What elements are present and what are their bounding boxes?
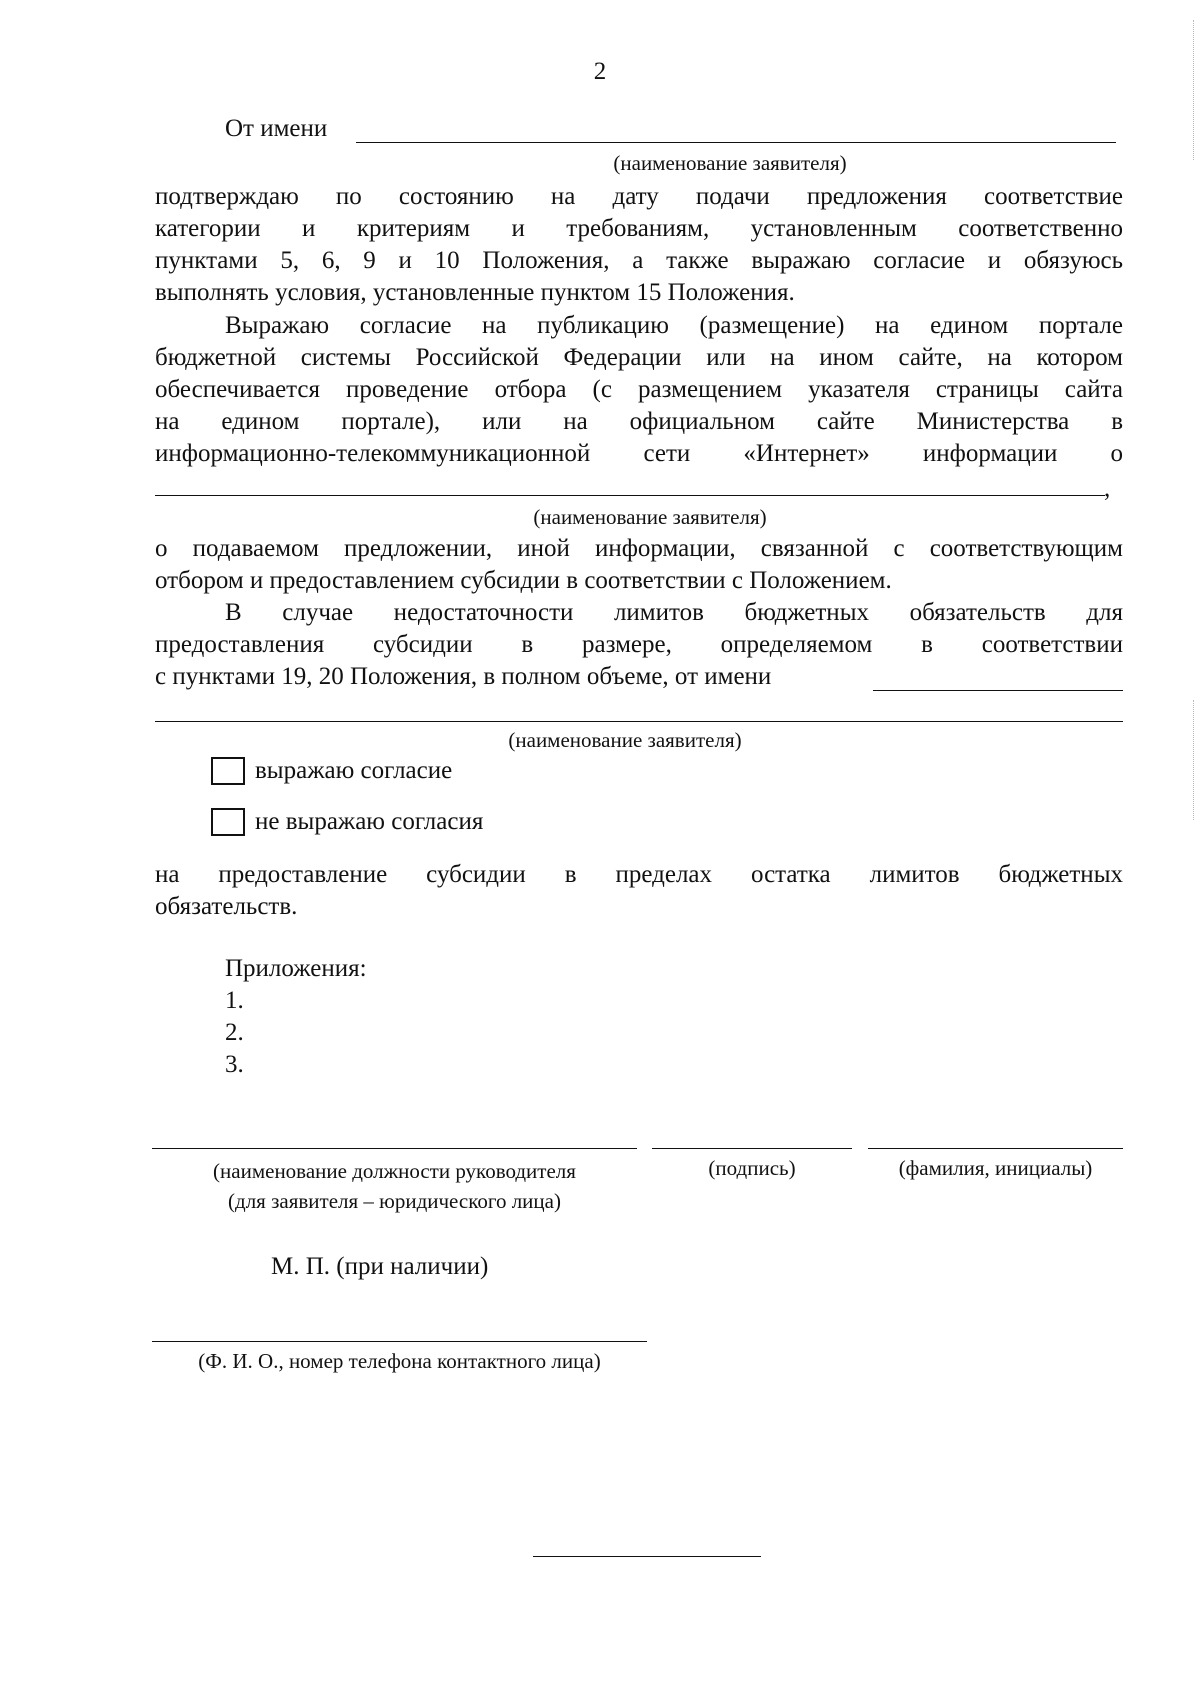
attachment-item: 2.	[225, 1019, 244, 1046]
para2-line: информационно-телекоммуникационной сети «Интернет» информации о	[155, 440, 1123, 467]
applicant-name-caption: (наименование заявителя)	[613, 151, 847, 175]
para3-line: о подаваемом предложении, иной информации, связанной с соответствующим	[155, 535, 1123, 562]
seal-label: М. П. (при наличии)	[271, 1253, 489, 1280]
para5-line: на предоставление субсидии в пределах остатка лимитов бюджетных	[155, 861, 1123, 888]
signature-field[interactable]	[652, 1148, 852, 1149]
para4-line: предоставления субсидии в размере, определяемом в соответствии	[155, 631, 1123, 658]
attachment-item: 3.	[225, 1051, 244, 1078]
para2-line: Выражаю согласие на публикацию (размещение) на едином портале	[225, 312, 1123, 339]
para1-line: выполнять условия, установленные пунктом 15 Положения.	[155, 279, 795, 306]
scan-edge-mark	[1189, 700, 1194, 820]
position-caption-line2: (для заявителя – юридического лица)	[228, 1189, 561, 1213]
para2-line: бюджетной системы Российской Федерации или на ином сайте, на котором	[155, 344, 1123, 371]
applicant-name-field-2[interactable]	[155, 495, 1105, 496]
from-name-label: От имени	[225, 115, 328, 142]
applicant-name-field-3a[interactable]	[873, 690, 1123, 691]
no-consent-checkbox-label: не выражаю согласия	[255, 808, 484, 835]
contact-caption: (Ф. И. О., номер телефона контактного лица)	[198, 1349, 601, 1373]
name-initials-field[interactable]	[868, 1148, 1123, 1149]
signature-caption: (подпись)	[708, 1156, 796, 1180]
attachment-item: 1.	[225, 987, 244, 1014]
para4-line: с пунктами 19, 20 Положения, в полном объеме, от имени	[155, 663, 772, 690]
para1-line: категории и критериям и требованиям, установленным соответственно	[155, 215, 1123, 242]
contact-field[interactable]	[152, 1341, 647, 1342]
applicant-name-field[interactable]	[356, 142, 1116, 143]
position-field[interactable]	[152, 1148, 637, 1149]
no-consent-checkbox[interactable]	[211, 808, 245, 836]
consent-checkbox[interactable]	[211, 757, 245, 785]
scan-edge-mark	[1189, 20, 1194, 160]
attachments-label: Приложения:	[225, 955, 367, 982]
consent-checkbox-label: выражаю согласие	[255, 757, 453, 784]
para1-line: подтверждаю по состоянию на дату подачи предложения соответствие	[155, 183, 1123, 210]
para2-line: обеспечивается проведение отбора (с размещением указателя страницы сайта	[155, 376, 1123, 403]
applicant-name-caption-2: (наименование заявителя)	[533, 505, 767, 529]
para2-line: на едином портале), или на официальном сайте Министерства в	[155, 408, 1123, 435]
applicant-name-caption-3: (наименование заявителя)	[508, 728, 742, 752]
para5-line: обязательств.	[155, 893, 298, 920]
para1-line: пунктами 5, 6, 9 и 10 Положения, а также выражаю согласие и обязуюсь	[155, 247, 1123, 274]
applicant-name-field-3[interactable]	[155, 721, 1123, 722]
page-number: 2	[593, 58, 607, 85]
para3-line: отбором и предоставлением субсидии в соответствии с Положением.	[155, 567, 892, 594]
name-initials-caption: (фамилия, инициалы)	[898, 1156, 1093, 1180]
position-caption-line1: (наименование должности руководителя	[213, 1159, 576, 1183]
para4-line: В случае недостаточности лимитов бюджетных обязательств для	[225, 599, 1123, 626]
end-rule	[533, 1556, 761, 1557]
comma: ,	[1104, 475, 1111, 502]
